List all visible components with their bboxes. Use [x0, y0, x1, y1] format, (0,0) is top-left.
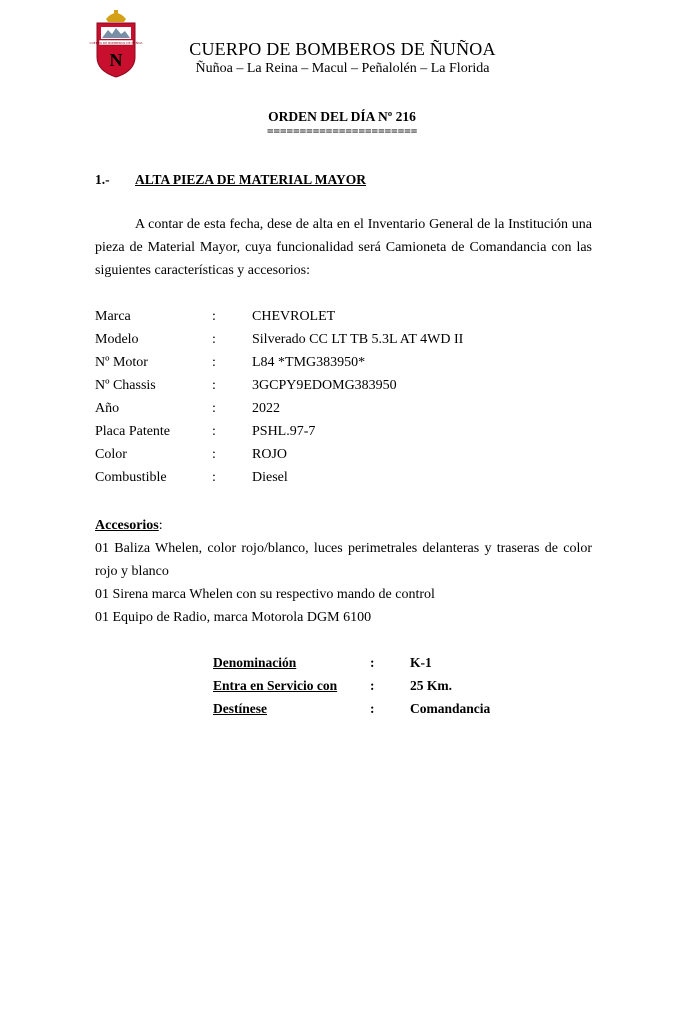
spec-colon: :: [212, 401, 216, 416]
spec-value: PSHL.97-7: [252, 424, 316, 439]
spec-colon: :: [212, 355, 216, 370]
spec-label: Placa Patente: [95, 424, 171, 439]
spec-row-motor: [95, 353, 592, 376]
spec-row-ano: [95, 399, 592, 422]
spec-value: Diesel: [252, 470, 288, 485]
assignment-summary: [213, 653, 573, 722]
summary-value: K-1: [410, 655, 432, 670]
order-title-rule: =======================: [266, 124, 418, 138]
summary-row-destinese: [213, 699, 573, 722]
summary-value: Comandancia: [410, 701, 491, 716]
spec-colon: :: [212, 424, 216, 439]
organization-name: CUERPO DE BOMBEROS DE ÑUÑOA: [189, 39, 496, 59]
spec-value: Silverado CC LT TB 5.3L AT 4WD II: [252, 332, 464, 347]
summary-colon: :: [370, 655, 375, 670]
accessories-list: [95, 537, 592, 629]
summary-row-denominacion: [213, 653, 573, 676]
logo-letter: N: [109, 50, 123, 70]
summary-colon: :: [370, 701, 375, 716]
summary-row-servicio: [213, 676, 573, 699]
spec-label: Modelo: [95, 332, 139, 347]
spec-value: L84 *TMG383950*: [252, 355, 366, 370]
spec-value: 3GCPY9EDOMG383950: [252, 378, 397, 393]
logo-band-text: CUERPO DE BOMBEROS DE ÑUÑOA: [89, 41, 143, 45]
spec-label: Color: [95, 447, 127, 462]
summary-label: Destínese: [213, 701, 267, 716]
spec-colon: :: [212, 332, 216, 347]
accessories-heading: Accesorios:: [95, 518, 163, 533]
section-number: 1.-: [95, 172, 110, 187]
accessory-item: 01 Equipo de Radio, marca Motorola DGM 6100: [95, 610, 372, 625]
summary-label: Entra en Servicio con: [213, 678, 338, 693]
spec-label: Combustible: [95, 470, 167, 485]
intro-paragraph: A contar de esta fecha, dese de alta en el Inventario General de la Institución una pieza de Material Mayor, cuya funcionalidad será Camioneta de Comandancia con las siguientes características y accesorios:: [95, 217, 592, 278]
spec-value: 2022: [252, 401, 280, 416]
vehicle-specs-list: [95, 307, 592, 491]
spec-row-color: [95, 445, 592, 468]
spec-value: CHEVROLET: [252, 309, 336, 324]
spec-value: ROJO: [252, 447, 288, 462]
spec-label: Nº Chassis: [95, 378, 156, 393]
accessory-item: 01 Sirena marca Whelen con su respectivo mando de control: [95, 587, 435, 602]
summary-colon: :: [370, 678, 375, 693]
summary-value: 25 Km.: [410, 678, 452, 693]
spec-label: Nº Motor: [95, 355, 148, 370]
section-title: ALTA PIEZA DE MATERIAL MAYOR: [135, 172, 367, 187]
spec-colon: :: [212, 378, 216, 393]
spec-row-chassis: [95, 376, 592, 399]
accessories-heading-text: Accesorios: [95, 518, 159, 533]
accessory-item: 01 Baliza Whelen, color rojo/blanco, luces perimetrales delanteras y traseras de color rojo y blanco: [95, 541, 592, 579]
spec-row-modelo: [95, 330, 592, 353]
spec-label: Año: [95, 401, 120, 416]
spec-row-combustible: [95, 468, 592, 491]
communes-subtitle: Ñuñoa – La Reina – Macul – Peñalolén – La Florida: [195, 61, 490, 76]
spec-colon: :: [212, 470, 216, 485]
spec-label: Marca: [95, 309, 131, 324]
spec-colon: :: [212, 447, 216, 462]
spec-row-marca: [95, 307, 592, 330]
spec-row-placa: [95, 422, 592, 445]
summary-label: Denominación: [213, 655, 297, 670]
order-title: ORDEN DEL DÍA Nº 216: [268, 109, 416, 124]
spec-colon: :: [212, 309, 216, 324]
